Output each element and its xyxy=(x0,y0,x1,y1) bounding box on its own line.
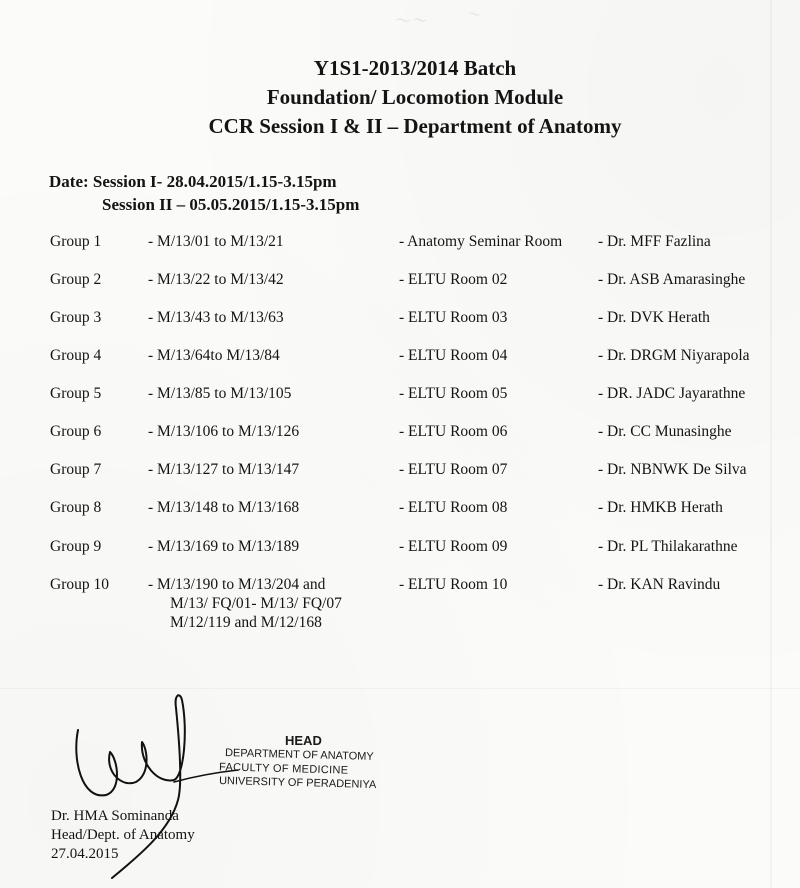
group-label: Group 8 xyxy=(50,499,102,516)
venue: - ELTU Room 05 xyxy=(399,385,508,402)
group-10-registration-line-2: M/13/ FQ/01- M/13/ FQ/07 xyxy=(170,595,342,612)
registration-range: - M/13/127 to M/13/147 xyxy=(148,461,300,478)
session-dates xyxy=(49,170,359,216)
signatory-name: Dr. HMA Sominanda xyxy=(51,808,179,824)
venue: - ELTU Room 08 xyxy=(399,499,508,516)
group-label: Group 5 xyxy=(50,385,102,402)
registration-range: - M/13/01 to M/13/21 xyxy=(148,233,284,250)
signatory-block xyxy=(51,807,195,864)
stamp-faculty: FACULTY OF MEDICINE xyxy=(218,761,349,777)
facilitator: - Dr. KAN Ravindu xyxy=(598,576,721,593)
facilitator: - Dr. DRGM Niyarapola xyxy=(598,347,750,364)
stamp-head: HEAD xyxy=(285,733,322,748)
group-label: Group 9 xyxy=(50,538,102,555)
module-title: Foundation/ Locomotion Module xyxy=(266,85,564,109)
group-label: Group 1 xyxy=(50,233,102,250)
registration-range: - M/13/190 to M/13/204 and xyxy=(148,576,326,593)
venue: - Anatomy Seminar Room xyxy=(399,233,563,250)
stamp-university: UNIVERSITY OF PERADENIYA xyxy=(218,774,377,792)
group-label: Group 3 xyxy=(50,309,102,326)
signature-date: 27.04.2015 xyxy=(51,846,119,862)
venue: - ELTU Room 09 xyxy=(399,538,508,555)
facilitator: - Dr. MFF Fazlina xyxy=(598,233,711,250)
session-2-date: Session II – 05.05.2015/1.15-3.15pm xyxy=(102,195,360,214)
venue: - ELTU Room 06 xyxy=(399,423,508,440)
faint-handwriting-mark-2: ～ xyxy=(467,6,483,23)
facilitator: - Dr. HMKB Herath xyxy=(598,499,723,516)
registration-range: - M/13/148 to M/13/168 xyxy=(148,499,300,516)
facilitator: - Dr. NBNWK De Silva xyxy=(598,461,747,478)
group-10-registration-line-3: M/12/119 and M/12/168 xyxy=(170,614,322,631)
registration-range: - M/13/64to M/13/84 xyxy=(148,347,280,364)
venue: - ELTU Room 04 xyxy=(399,347,508,364)
paper-crease-horizontal xyxy=(0,688,800,689)
document-header xyxy=(0,54,800,141)
faint-handwriting-mark: ～～ xyxy=(395,13,430,30)
facilitator: - Dr. DVK Herath xyxy=(598,309,710,326)
signatory-position: Head/Dept. of Anatomy xyxy=(51,827,195,843)
facilitator: - DR. JADC Jayarathne xyxy=(598,385,746,402)
registration-range: - M/13/85 to M/13/105 xyxy=(148,385,292,402)
registration-range: - M/13/22 to M/13/42 xyxy=(148,271,284,288)
facilitator: - Dr. ASB Amarasinghe xyxy=(598,271,746,288)
group-label: Group 7 xyxy=(50,461,102,478)
facilitator: - Dr. PL Thilakarathne xyxy=(598,538,738,555)
group-label: Group 10 xyxy=(50,576,109,593)
venue: - ELTU Room 03 xyxy=(399,309,508,326)
venue: - ELTU Room 10 xyxy=(399,576,508,593)
registration-range: - M/13/106 to M/13/126 xyxy=(148,423,300,440)
group-label: Group 2 xyxy=(50,271,102,288)
registration-range: - M/13/43 to M/13/63 xyxy=(148,309,284,326)
venue: - ELTU Room 07 xyxy=(399,461,508,478)
stamp-department: DEPARTMENT OF ANATOMY xyxy=(224,747,374,763)
facilitator: - Dr. CC Munasinghe xyxy=(598,423,732,440)
session-1-date: Date: Session I- 28.04.2015/1.15-3.15pm xyxy=(49,172,337,191)
group-label: Group 6 xyxy=(50,423,102,440)
registration-range: - M/13/169 to M/13/189 xyxy=(148,538,300,555)
batch-title: Y1S1-2013/2014 Batch xyxy=(313,56,517,80)
group-label: Group 4 xyxy=(50,347,102,364)
venue: - ELTU Room 02 xyxy=(399,271,508,288)
session-title: CCR Session I & II – Department of Anatomy xyxy=(208,114,622,138)
